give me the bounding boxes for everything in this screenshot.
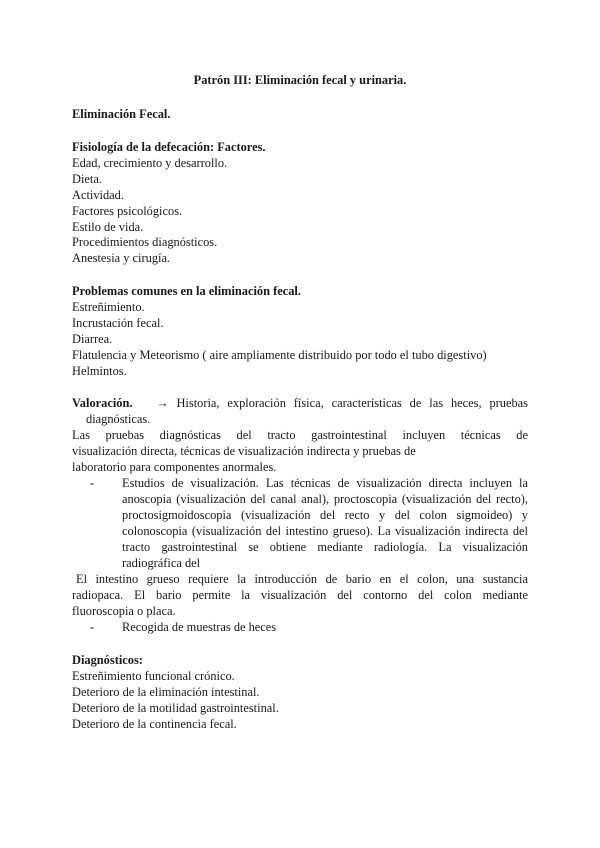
- bullet-line: proctosigmoidoscopia (visualización del recto y del colon sigmoideo) y: [122, 507, 528, 522]
- arrow-icon: →: [156, 396, 169, 410]
- list-item: Factores psicológicos.: [72, 203, 183, 218]
- list-item: Deterioro de la continencia fecal.: [72, 716, 237, 731]
- assessment-intro-line: [72, 396, 528, 412]
- assessment-paragraph-line: laboratorio para componentes anormales.: [72, 459, 277, 474]
- physiology-section: [72, 140, 528, 267]
- document-title: Patrón III: Eliminación fecal y urinaria.: [193, 73, 407, 87]
- list-item: Diarrea.: [72, 331, 113, 346]
- list-item: Edad, crecimiento y desarrollo.: [72, 155, 228, 170]
- assessment-intro-text: Historia, exploración física, características de las heces, pruebas: [176, 396, 528, 410]
- problems-section: [72, 284, 528, 379]
- list-item: Anestesia y cirugía.: [72, 251, 171, 266]
- list-item: Dieta.: [72, 171, 102, 186]
- section-heading: Eliminación Fecal.: [72, 107, 171, 121]
- list-item: Helmintos.: [72, 363, 127, 378]
- list-item: Estilo de vida.: [72, 219, 144, 234]
- list-item: Incrustación fecal.: [72, 315, 164, 330]
- list-item: Flatulencia y Meteorismo ( aire ampliamente distribuido por todo el tubo digestivo): [72, 347, 487, 362]
- assessment-label: Valoración.: [72, 396, 133, 410]
- bullet-dash: -: [90, 476, 95, 490]
- list-item: Estreñimiento funcional crónico.: [72, 668, 235, 683]
- bullet-line: tracto gastrointestinal se obtiene mediante radiología. La visualización: [122, 539, 528, 554]
- barium-line: El intestino grueso requiere la introducción de bario en el colon, una sustancia: [76, 572, 528, 586]
- bullet-line: Estudios de visualización. Las técnicas de visualización directa incluyen la: [122, 476, 528, 490]
- bullet-line: Recogida de muestras de heces: [122, 620, 277, 634]
- barium-line: radiopaca. El bario permite la visualización del contorno del colon mediante: [72, 587, 528, 602]
- assessment-intro: [72, 396, 528, 476]
- list-item: Deterioro de la motilidad gastrointestinal.: [72, 700, 279, 715]
- bullet-dash: -: [90, 620, 95, 634]
- stool-sample-bullet: [90, 620, 528, 636]
- list-item: Actividad.: [72, 187, 124, 202]
- bullet-line: radiográfica del: [122, 555, 201, 570]
- assessment-intro-line-2: diagnósticas.: [86, 411, 151, 426]
- diagnostics-heading: Diagnósticos:: [72, 653, 143, 667]
- barium-paragraph: [72, 572, 528, 620]
- assessment-paragraph-line: Las pruebas diagnósticas del tracto gastrointestinal incluyen técnicas de: [72, 427, 528, 442]
- diagnostics-section: [72, 653, 528, 733]
- list-item: Estreñimiento.: [72, 299, 145, 314]
- visualization-bullet: [90, 476, 528, 571]
- assessment-paragraph-line: visualización directa, técnicas de visualización indirecta y pruebas de: [72, 443, 416, 458]
- physiology-heading: Fisiología de la defecación: Factores.: [72, 140, 266, 154]
- problems-heading: Problemas comunes en la eliminación fecal.: [72, 284, 301, 298]
- list-item: Deterioro de la eliminación intestinal.: [72, 684, 260, 699]
- barium-line: fluoroscopia o placa.: [72, 603, 176, 618]
- list-item: Procedimientos diagnósticos.: [72, 235, 218, 250]
- bullet-line: anoscopia (visualización del canal anal), proctoscopia (visualización del recto),: [122, 491, 528, 506]
- bullet-line: colonoscopia (visualización del intestino grueso). La visualización indirecta del: [122, 523, 528, 538]
